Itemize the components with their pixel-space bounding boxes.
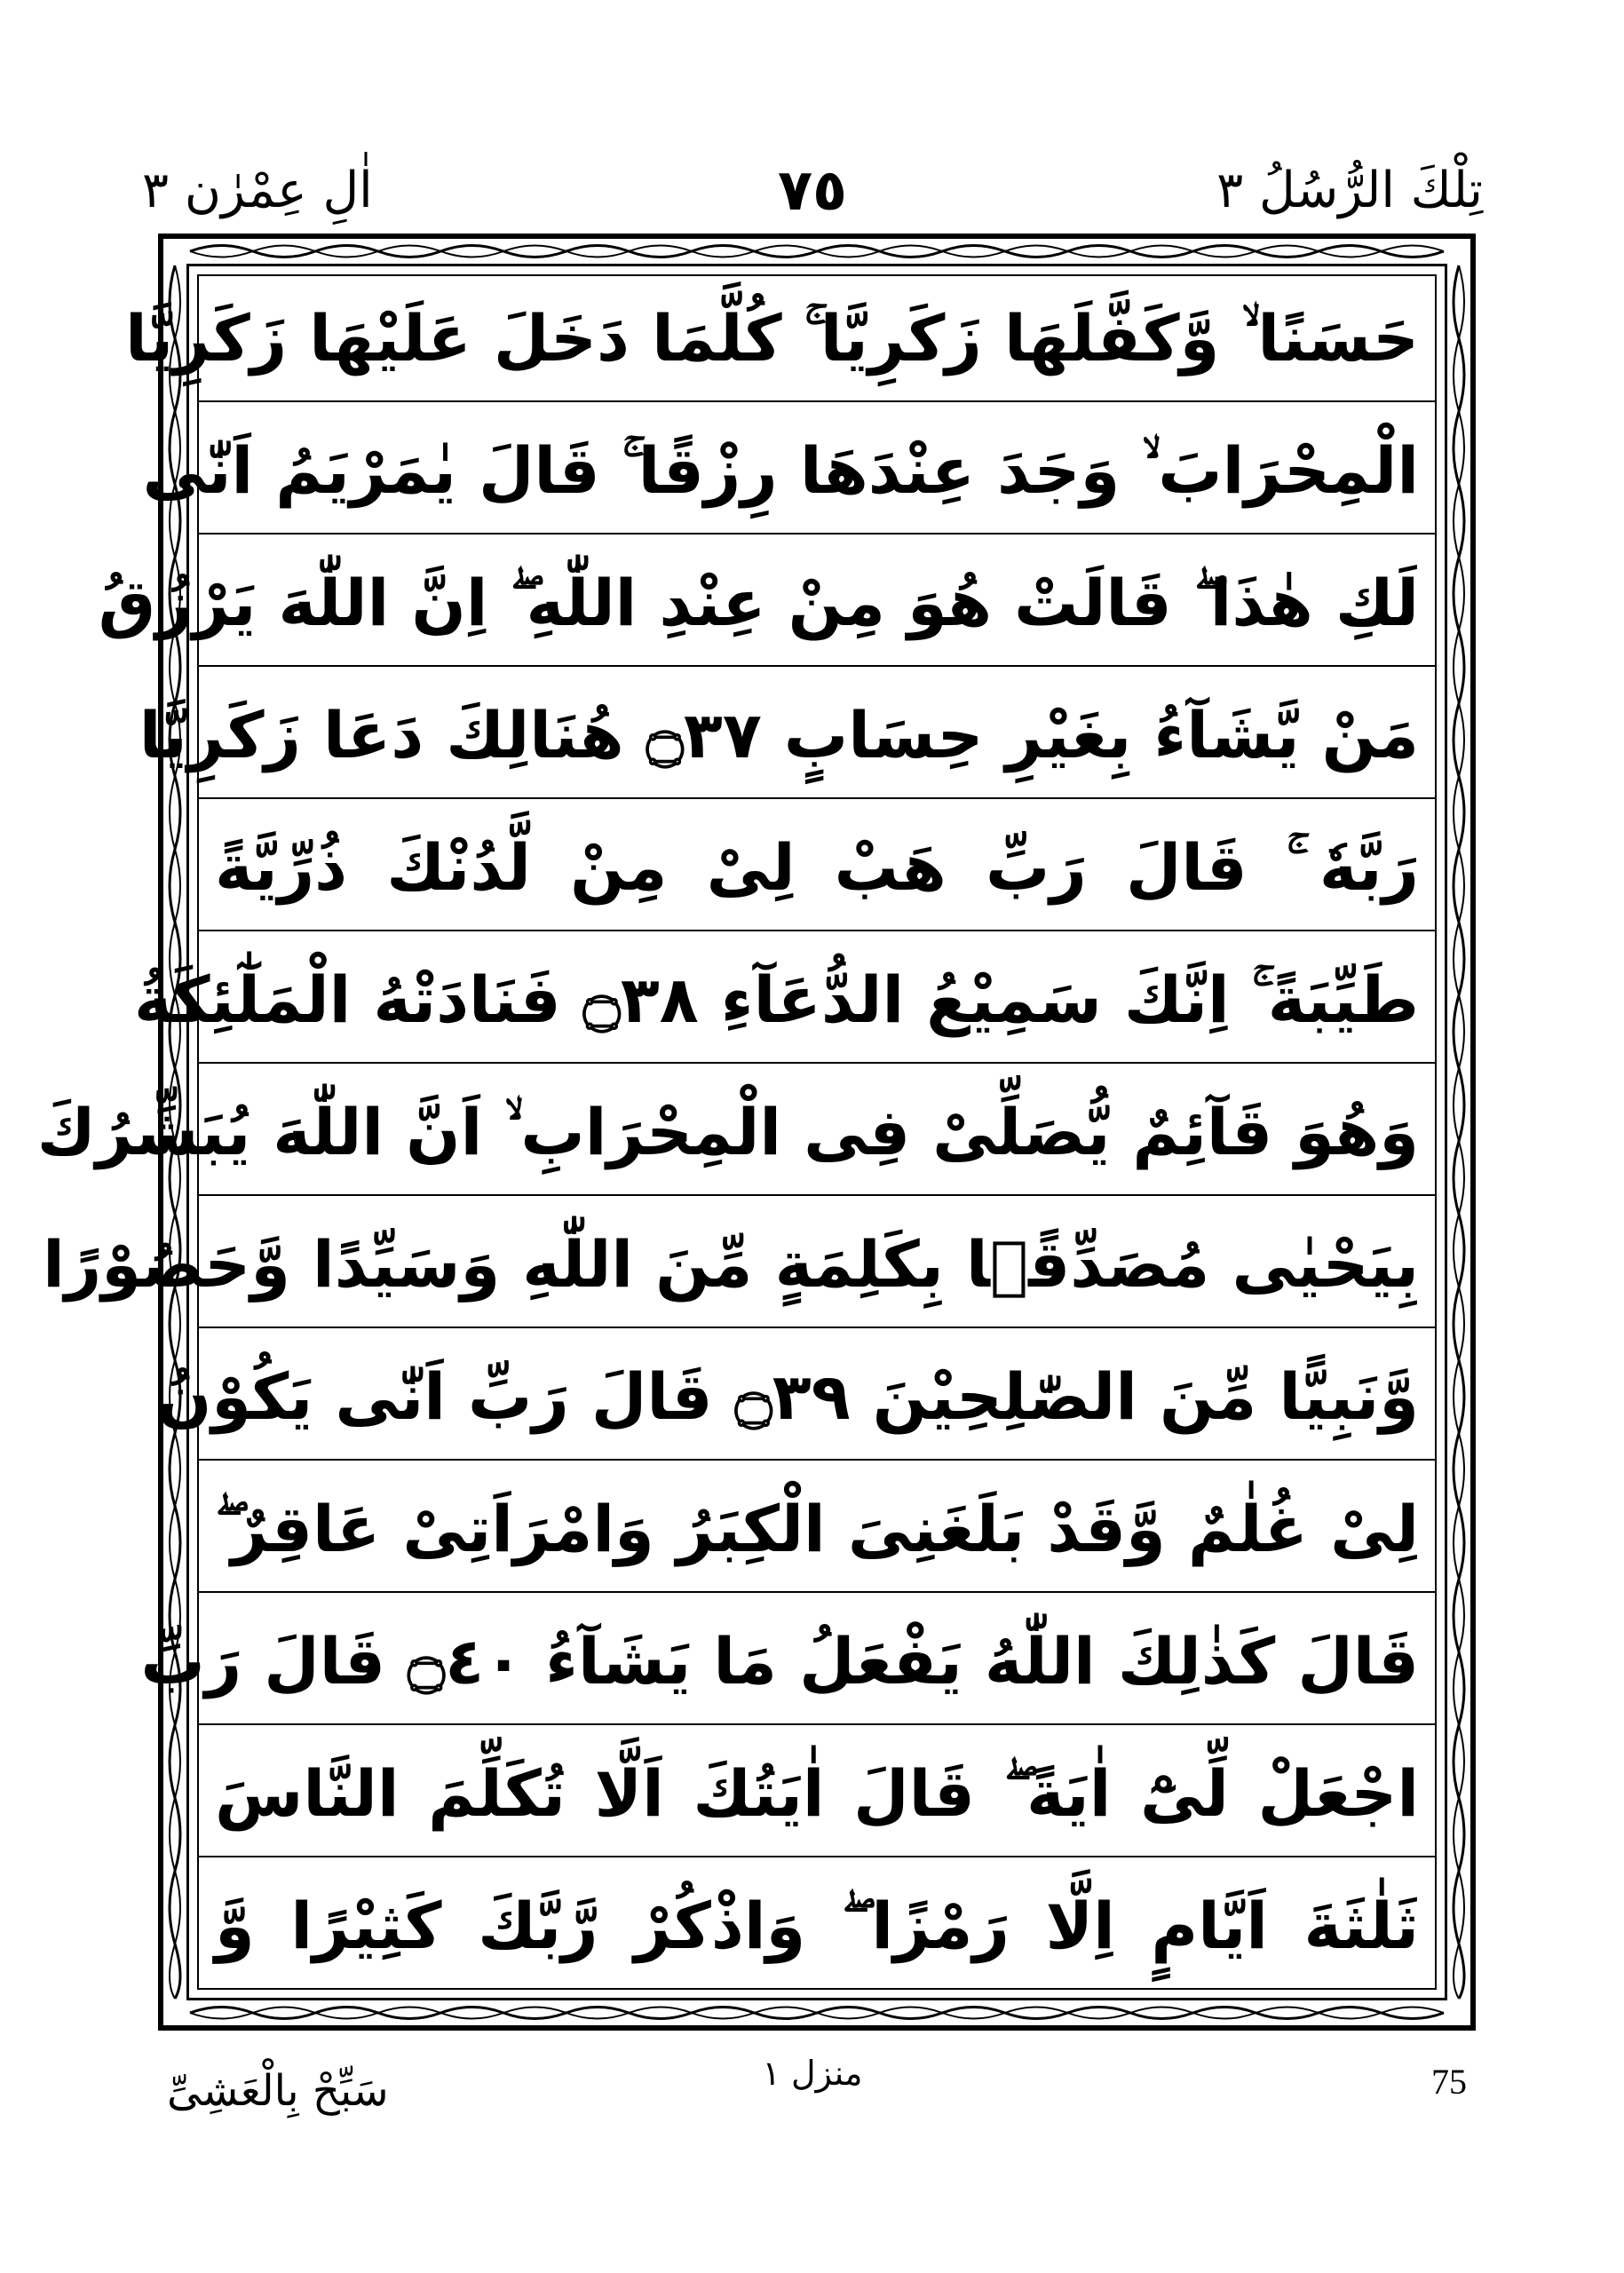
manzil-label: منزل ١: [762, 2054, 863, 2093]
frame-ornament-bottom: [190, 2001, 1444, 2024]
verse-line-10: لِىْ غُلٰمٌ وَّقَدْ بَلَغَنِىَ الْكِبَرُ وَامْرَاَتِىْ عَاقِرٌ ۖ: [215, 1492, 1419, 1566]
juz-name: تِلْكَ الرُّسُلُ ٣: [1216, 162, 1483, 219]
verse-line-6: طَيِّبَةً ۚ اِنَّكَ سَمِيْعُ الدُّعَآءِ ۝٣٨ فَنَادَتْهُ الْمَلٰٓئِكَةُ: [134, 962, 1419, 1037]
decorative-frame: [36, 234, 1476, 2031]
verse-line-9: وَّنَبِيًّا مِّنَ الصّٰلِحِيْنَ ۝٣٩ قَالَ رَبِّ اَنّٰى يَكُوْنُ: [156, 1359, 1419, 1434]
page-header: [142, 151, 1483, 231]
verse-line-12: اجْعَلْ لِّىْٓ اٰيَةً ۖ قَالَ اٰيَتُكَ اَلَّا تُكَلِّمَ النَّاسَ: [215, 1756, 1419, 1831]
text-line: [199, 1465, 1435, 1593]
verse-line-4: مَنْ يَّشَآءُ بِغَيْرِ حِسَابٍ ۝٣٧ هُنَالِكَ دَعَا زَكَرِيَّا: [139, 698, 1419, 772]
catchword: سَبِّحْ بِالْعَشِىِّ: [167, 2066, 389, 2116]
text-line: [98, 539, 1435, 667]
text-line: [199, 804, 1435, 931]
text-line: [43, 1200, 1435, 1328]
text-line: [134, 936, 1435, 1064]
text-line: [142, 407, 1435, 535]
frame-ornament-top: [190, 240, 1444, 263]
surah-name: اٰلِ عِمْرٰن ٣: [142, 162, 373, 219]
verse-line-1: حَسَنًا ۙ وَّكَفَّلَهَا زَكَرِيَّا ۚ كُلَّمَا دَخَلَ عَلَيْهَا زَكَرِيَّا: [125, 301, 1419, 376]
text-line: [139, 671, 1435, 799]
text-line: [199, 1862, 1435, 1990]
text-line: [125, 274, 1435, 402]
verse-line-7: وَهُوَ قَآئِمٌ يُّصَلِّىْ فِى الْمِحْرَابِ ۙ اَنَّ اللّٰهَ يُبَشِّرُكَ: [36, 1095, 1419, 1169]
text-line: [36, 1068, 1435, 1196]
verse-line-13: ثَلٰثَةَ اَيَّامٍ اِلَّا رَمْزًا ۖ وَاذْكُرْ رَّبَّكَ كَثِيْرًا وَّ: [215, 1889, 1419, 1963]
page-footer: [142, 2042, 1483, 2140]
verse-line-11: قَالَ كَذٰلِكَ اللّٰهُ يَفْعَلُ مَا يَشَآءُ ۝٤٠ قَالَ رَبِّ: [140, 1624, 1419, 1699]
verse-line-5: رَبَّهٗ ۚ قَالَ رَبِّ هَبْ لِىْ مِنْ لَّدُنْكَ ذُرِّيَّةً: [215, 830, 1419, 905]
frame-ornament-right: [1448, 265, 1470, 1999]
verse-line-2: الْمِحْرَابَ ۙ وَجَدَ عِنْدَهَا رِزْقًا ۚ قَالَ يٰمَرْيَمُ اَنّٰى: [142, 433, 1419, 508]
text-line: [140, 1597, 1435, 1725]
verse-line-8: بِيَحْيٰى مُصَدِّقًۢا بِكَلِمَةٍ مِّنَ اللّٰهِ وَسَيِّدًا وَّحَصُوْرًا: [43, 1227, 1419, 1302]
text-line: [156, 1333, 1435, 1461]
page-number-arabic: ٧٥: [777, 158, 848, 224]
text-block: [36, 274, 1435, 1990]
page-number: 75: [1431, 2062, 1467, 2102]
text-line: [199, 1730, 1435, 1857]
verse-line-3: لَكِ هٰذَا ۖ قَالَتْ هُوَ مِنْ عِنْدِ اللّٰهِ ۖ اِنَّ اللّٰهَ يَرْزُقُ: [98, 566, 1419, 640]
